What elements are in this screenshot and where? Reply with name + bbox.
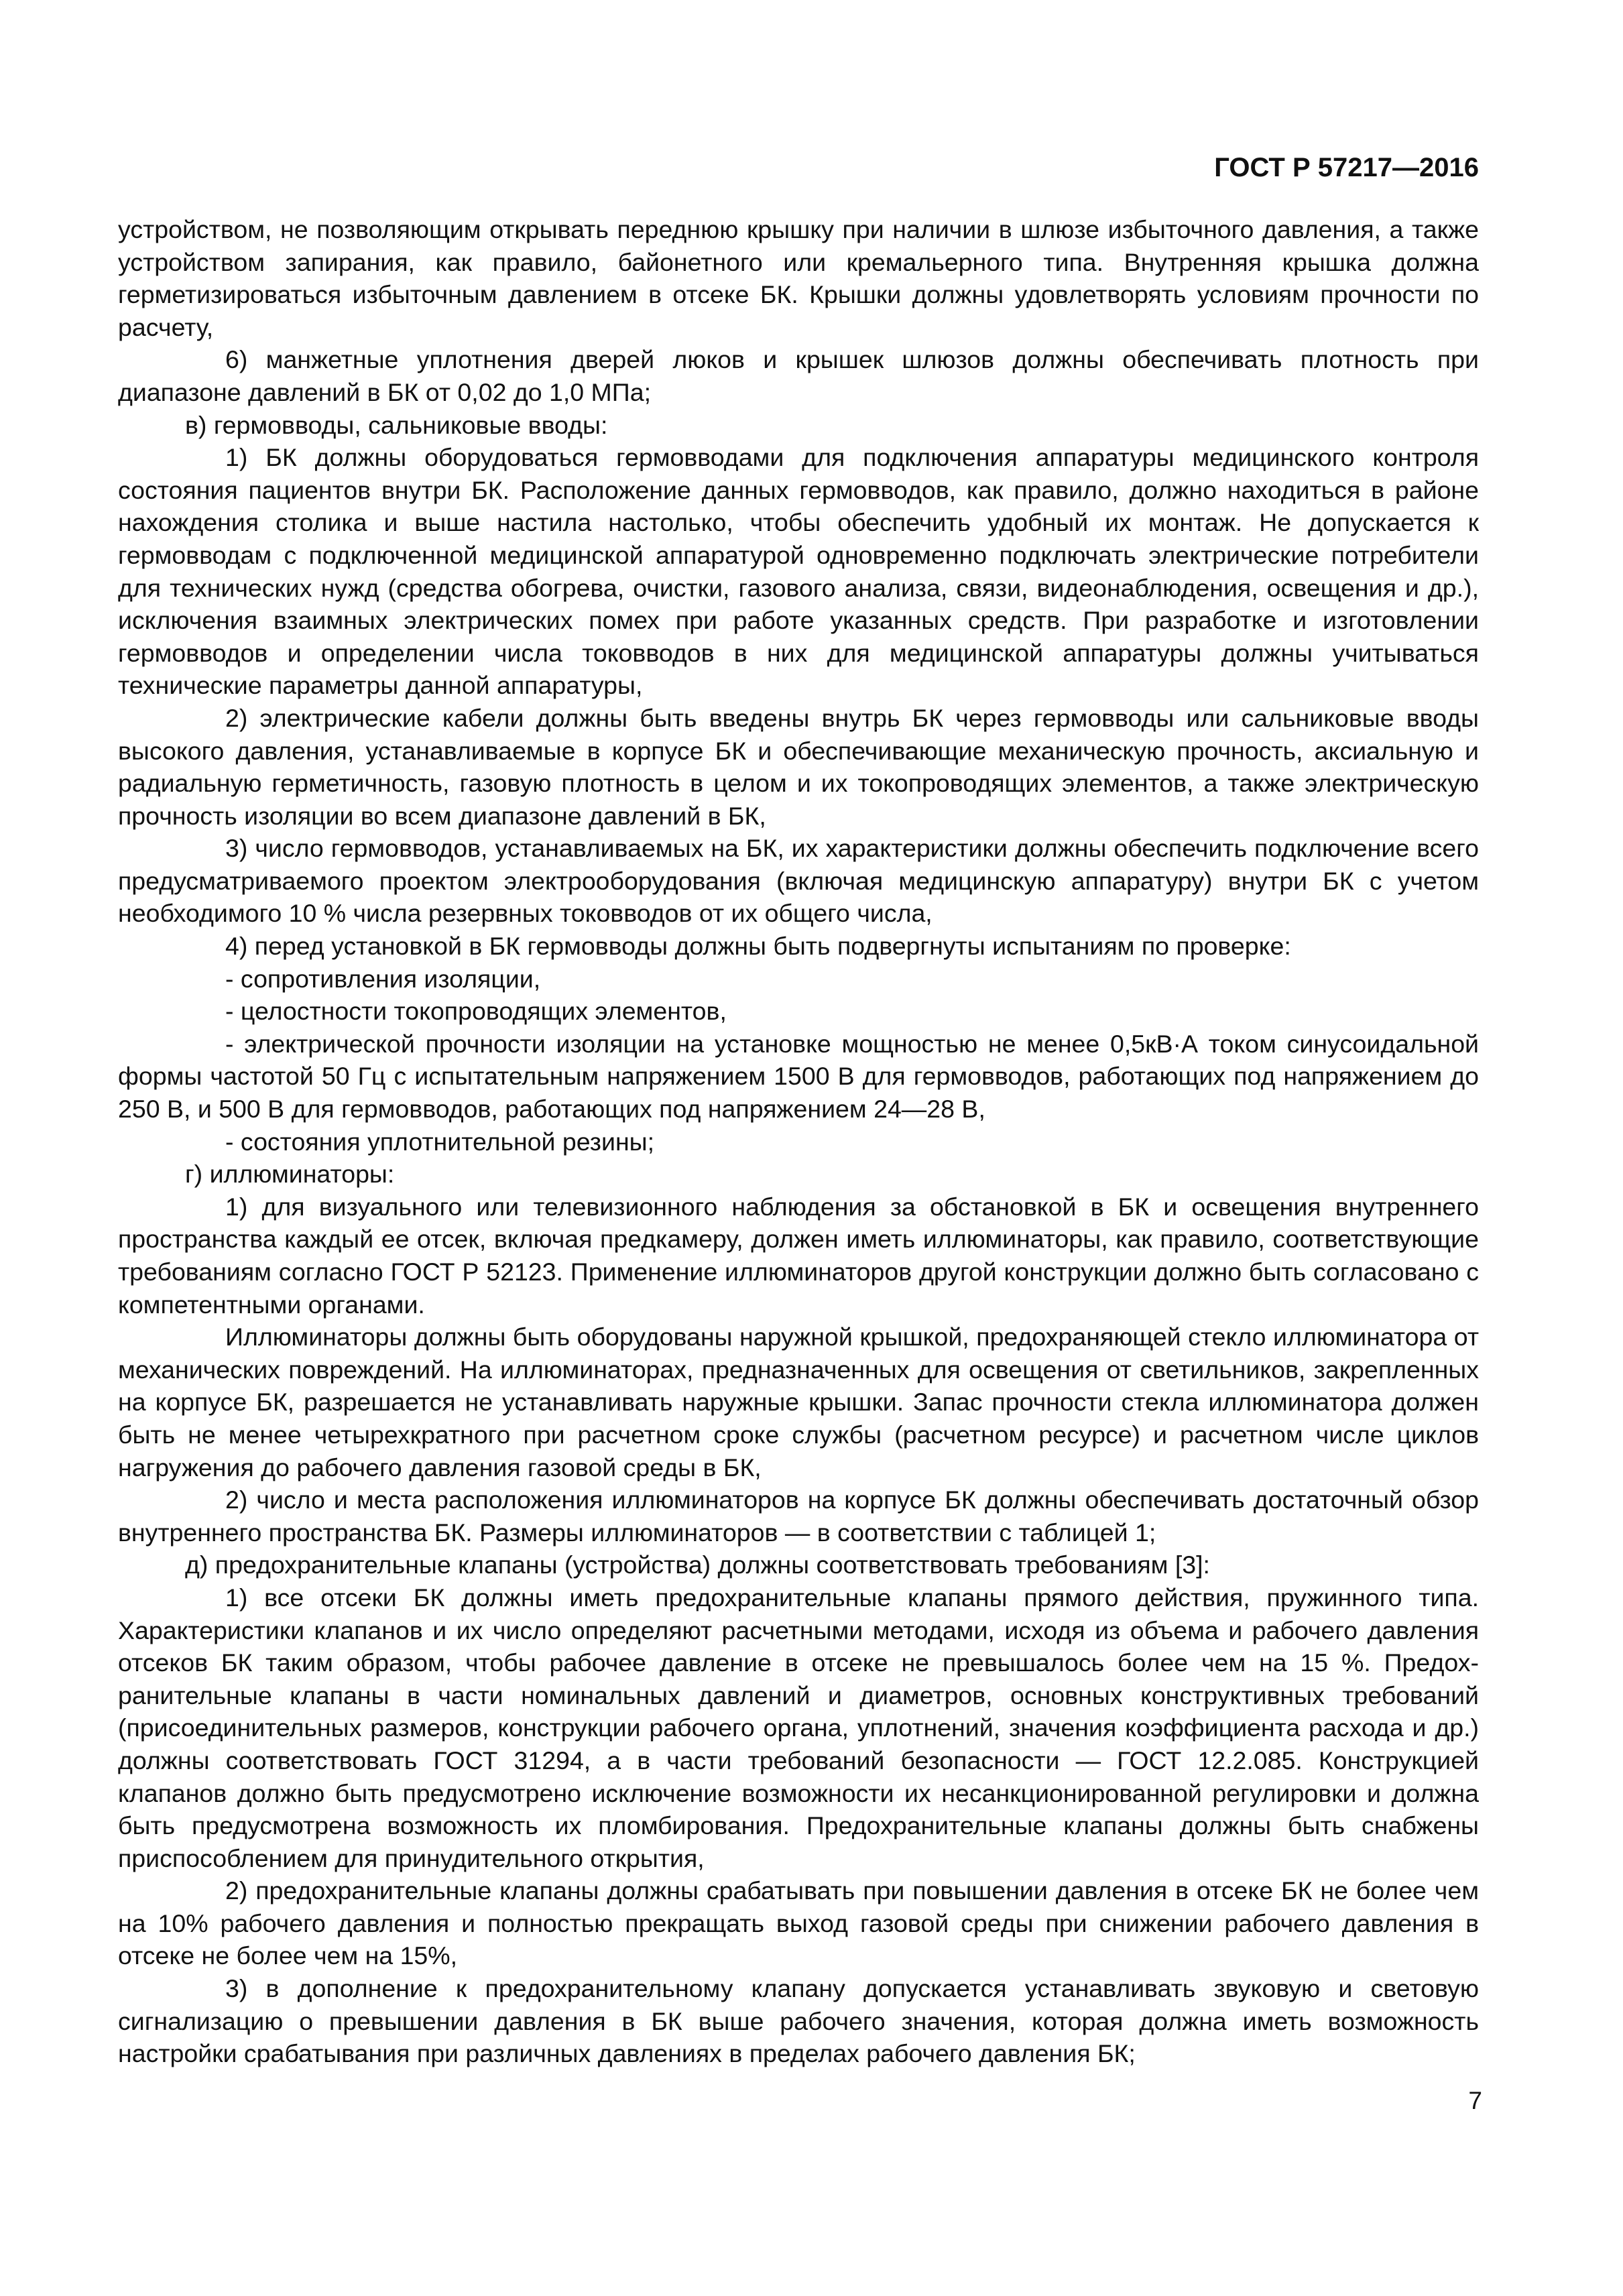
paragraph-d-3: 3) в дополнение к предохранительному клапану допускается устанавливать звуковую и световую сигнализацию о превышении давления в БК выше рабочего значения, которая должна иметь возможность настройки срабатывания при различных давлениях в пределах рабочего давления БК; xyxy=(118,1974,1479,2068)
paragraph-d-2: 2) предохранительные клапаны должны срабатывать при повышении давления в отсеке БК не более чем на 10% рабочего давления и полностью прекращать выход газовой среды при снижении рабочего давления в отсеке не более чем на 15%, xyxy=(118,1876,1479,1970)
section-heading-d: д) предохранительные клапаны (устройства) должны соответствовать требованиям [3]: xyxy=(185,1551,1210,1579)
paragraph-g-2: 2) число и места расположения иллюминаторов на корпусе БК должны обеспечивать достаточный обзор внутреннего пространства БК. Размеры иллюминаторов — в соответствии с таблицей 1; xyxy=(118,1486,1479,1547)
document-body xyxy=(118,213,1479,2070)
page-number: 7 xyxy=(1468,2087,1482,2114)
list-item-insulation-resistance: - сопротивления изоляции, xyxy=(225,964,541,993)
paragraph-d-1: 1) все отсеки БК должны иметь предохранительные клапаны прямого действия, пружинного типа. Характеристики клапанов и их число определяют расчетными методами, исходя из объема и рабочего давления отсеков БК таким образом, чтобы рабочее давление в отсеке не превышалось более чем на 15 %. Предох-ранительные клапаны в части номинальных давлений и диаметров, основных конструктивных требований (присоединительных размеров, конструкции рабочего органа, уплотнений, значения коэффициента расхода и др.) должны соответствовать ГОСТ 31294, а в части требований безопасности — ГОСТ 12.2.085. Конструкцией клапанов должно быть предусмотрено исключение возможности их несанкционированной регулировки и должна быть предусмотрена возможность их пломбирования. Предохранительные клапаны должны быть снабжены приспособлением для принудительного открытия, xyxy=(118,1583,1479,1872)
paragraph-v-2: 2) электрические кабели должны быть введены внутрь БК через гермовводы или сальниковые вводы высокого давления, устанавливаемые в корпусе БК и обеспечивающие механическую прочность, аксиальную и радиальную герметичность, газовую плотность в целом и их токопроводящих элементов, а также электрическую прочность изоляции во всем диапазоне давлений в БК, xyxy=(118,703,1479,830)
paragraph-v-1: 1) БК должны оборудоваться гермовводами для подключения аппаратуры медицинского контроля состояния пациентов внутри БК. Расположение данных гермовводов, как правило, должно находиться в районе нахождения столика и выше настила настолько, чтобы обеспечить удобный их монтаж. Не допускается к гермовводам с подключенной медицинской аппаратурой одновременно подключать электрические потребители для технических нужд (средства обогрева, очистки, газового анализа, связи, видеонаблюдения, освещения и др.), исключения взаимных электрических помех при работе указанных средств. При разработке и изготовлении гермовводов и определении числа токовводов в них для медицинской аппаратуры должны учитываться технические параметры данной аппаратуры, xyxy=(118,443,1479,700)
paragraph-continuation: устройством, не позволяющим открывать переднюю крышку при наличии в шлюзе избыточного давления, а также устройством запирания, как правило, байонетного или кремальерного типа. Внутренняя крышка должна герметизироваться избыточным давлением в отсеке БК. Крышки должны удовлетворять условиям прочности по расчету, xyxy=(118,215,1479,341)
paragraph-portholes-covers: Иллюминаторы должны быть оборудованы наружной крышкой, предохраняющей стекло иллюминатора от механических повреждений. На иллюминаторах, предназначенных для освещения от светильников, закрепленных на корпусе БК, разрешается не устанавливать наружные крышки. Запас прочности стекла иллюминатора должен быть не менее четырехкратного при расчетном сроке службы (расчетном ресурсе) и расчетном числе циклов нагружения до рабочего давления газовой среды в БК, xyxy=(118,1323,1479,1482)
document-code-header: ГОСТ Р 57217—2016 xyxy=(1214,153,1479,182)
list-item-conductor-integrity: - целостности токопроводящих элементов, xyxy=(225,997,727,1026)
paragraph-g-1: 1) для визуального или телевизионного наблюдения за обстановкой в БК и освещения внутреннего пространства каждый ее отсек, включая предкамеру, должен иметь иллюминаторы, как правило, соответствующие требованиям согласно ГОСТ Р 52123. Применение иллюминаторов другой конструкции должно быть согласовано с компетентными органами. xyxy=(118,1192,1479,1319)
section-heading-g: г) иллюминаторы: xyxy=(185,1160,395,1189)
paragraph-v-4: 4) перед установкой в БК гермовводы должны быть подвергнуты испытаниям по проверке: xyxy=(225,932,1291,961)
paragraph-item-6: 6) манжетные уплотнения дверей люков и крышек шлюзов должны обеспечивать плотность при диапазоне давлений в БК от 0,02 до 1,0 МПа; xyxy=(118,345,1479,406)
list-item-seal-rubber: - состояния уплотнительной резины; xyxy=(225,1127,655,1156)
section-heading-v: в) гермовводы, сальниковые вводы: xyxy=(185,410,608,439)
paragraph-v-3: 3) число гермовводов, устанавливаемых на БК, их характеристики должны обеспечить подключение всего предусматриваемого проектом электрооборудования (включая медицинскую аппаратуру) внутри БК с учетом необходимого 10 % числа резервных токовводов от их общего числа, xyxy=(118,834,1479,928)
list-item-dielectric-strength: - электрической прочности изоляции на установке мощностью не менее 0,5кВ·А током синусоидальной формы частотой 50 Гц с испытательным напряжением 1500 В для гермовводов, работающих под напряжением до 250 В, и 500 В для гермовводов, работающих под напряжением 24—28 В, xyxy=(118,1029,1479,1124)
